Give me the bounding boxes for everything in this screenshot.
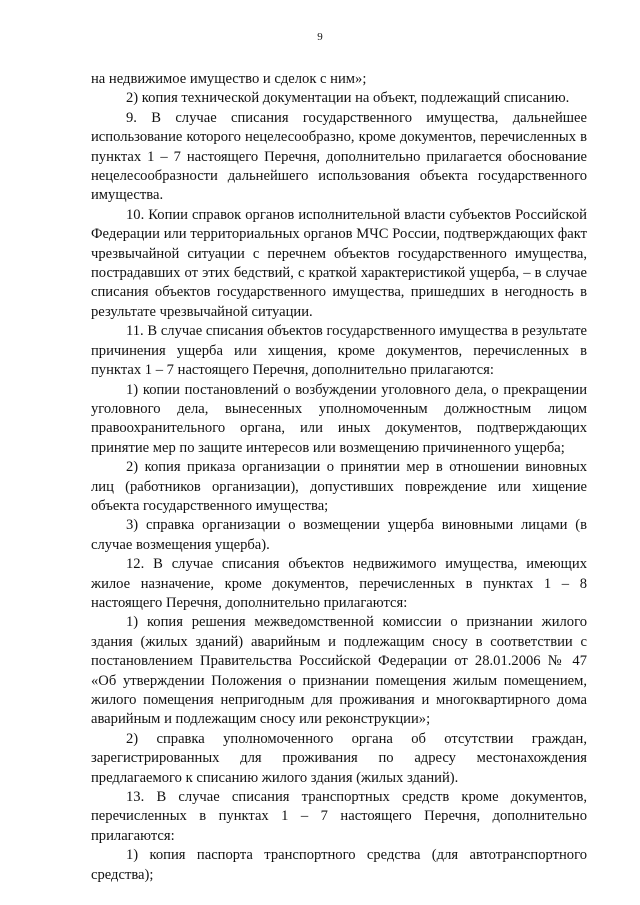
- paragraph: 9. В случае списания государственного имущества, дальнейшее использование которого нецелесообразно, кроме документов, перечисленных в пунктах 1 – 7 настоящего Перечня, дополнительно прилагается обоснование нецелесообразности дальнейшего использования объекта государственного имущества.: [91, 109, 587, 204]
- paragraph: 11. В случае списания объектов государственного имущества в результате причинения ущерба или хищения, кроме документов, перечисленных в пунктах 1 – 7 настоящего Перечня, дополнительно прилагаются:: [91, 323, 587, 379]
- paragraph: на недвижимое имущество и сделок с ним»;: [91, 71, 367, 87]
- paragraph: 1) копия паспорта транспортного средства (для автотранспортного средства);: [91, 847, 587, 883]
- paragraph: 2) копия приказа организации о принятии мер в отношении виновных лиц (работников организации), допустивших повреждение или хищение объекта государственного имущества;: [91, 459, 587, 514]
- page-number: 9: [317, 31, 323, 43]
- paragraph: 1) копия решения межведомственной комиссии о признании жилого здания (жилых зданий) аварийным и подлежащим сносу в соответствии с постановлением Правительства Российской Федерации от 28.01.2006 № 47 «Об утверждении Положения о признании помещения жилым помещением, жилого помещения непригодным для проживания и многоквартирного дома аварийным и подлежащим сносу или реконструкции»;: [91, 614, 587, 728]
- document-body: [91, 70, 587, 885]
- paragraph: 2) копия технической документации на объект, подлежащий списанию.: [126, 90, 570, 107]
- paragraph: 2) справка уполномоченного органа об отсутствии граждан, зарегистрированных для проживания по адресу местонахождения предлагаемого к списанию жилого здания (жилых зданий).: [91, 730, 587, 786]
- paragraph: 1) копии постановлений о возбуждении уголовного дела, о прекращении уголовного дела, вынесенных уполномоченным должностным лицом правоохранительного органа, или иных документов, подтверждающих принятие мер по защите интересов или возмещению причиненного ущерба;: [91, 381, 587, 456]
- paragraph: 12. В случае списания объектов недвижимого имущества, имеющих жилое назначение, кроме документов, перечисленных в пунктах 1 – 8 настоящего Перечня, дополнительно прилагаются:: [91, 556, 587, 611]
- paragraph: 13. В случае списания транспортных средств кроме документов, перечисленных в пунктах 1 – 7 настоящего Перечня, дополнительно прилагаются:: [91, 789, 587, 844]
- paragraph: 10. Копии справок органов исполнительной власти субъектов Российской Федерации или территориальных органов МЧС России, подтверждающих факт чрезвычайной ситуации с перечнем объектов государственного имущества, пострадавших от этих бедствий, с краткой характеристикой ущерба, – в случае списания объектов государственного имущества, пришедших в негодность в результате чрезвычайной ситуации.: [91, 206, 587, 320]
- paragraph: 3) справка организации о возмещении ущерба виновными лицами (в случае возмещения ущерба).: [91, 517, 587, 553]
